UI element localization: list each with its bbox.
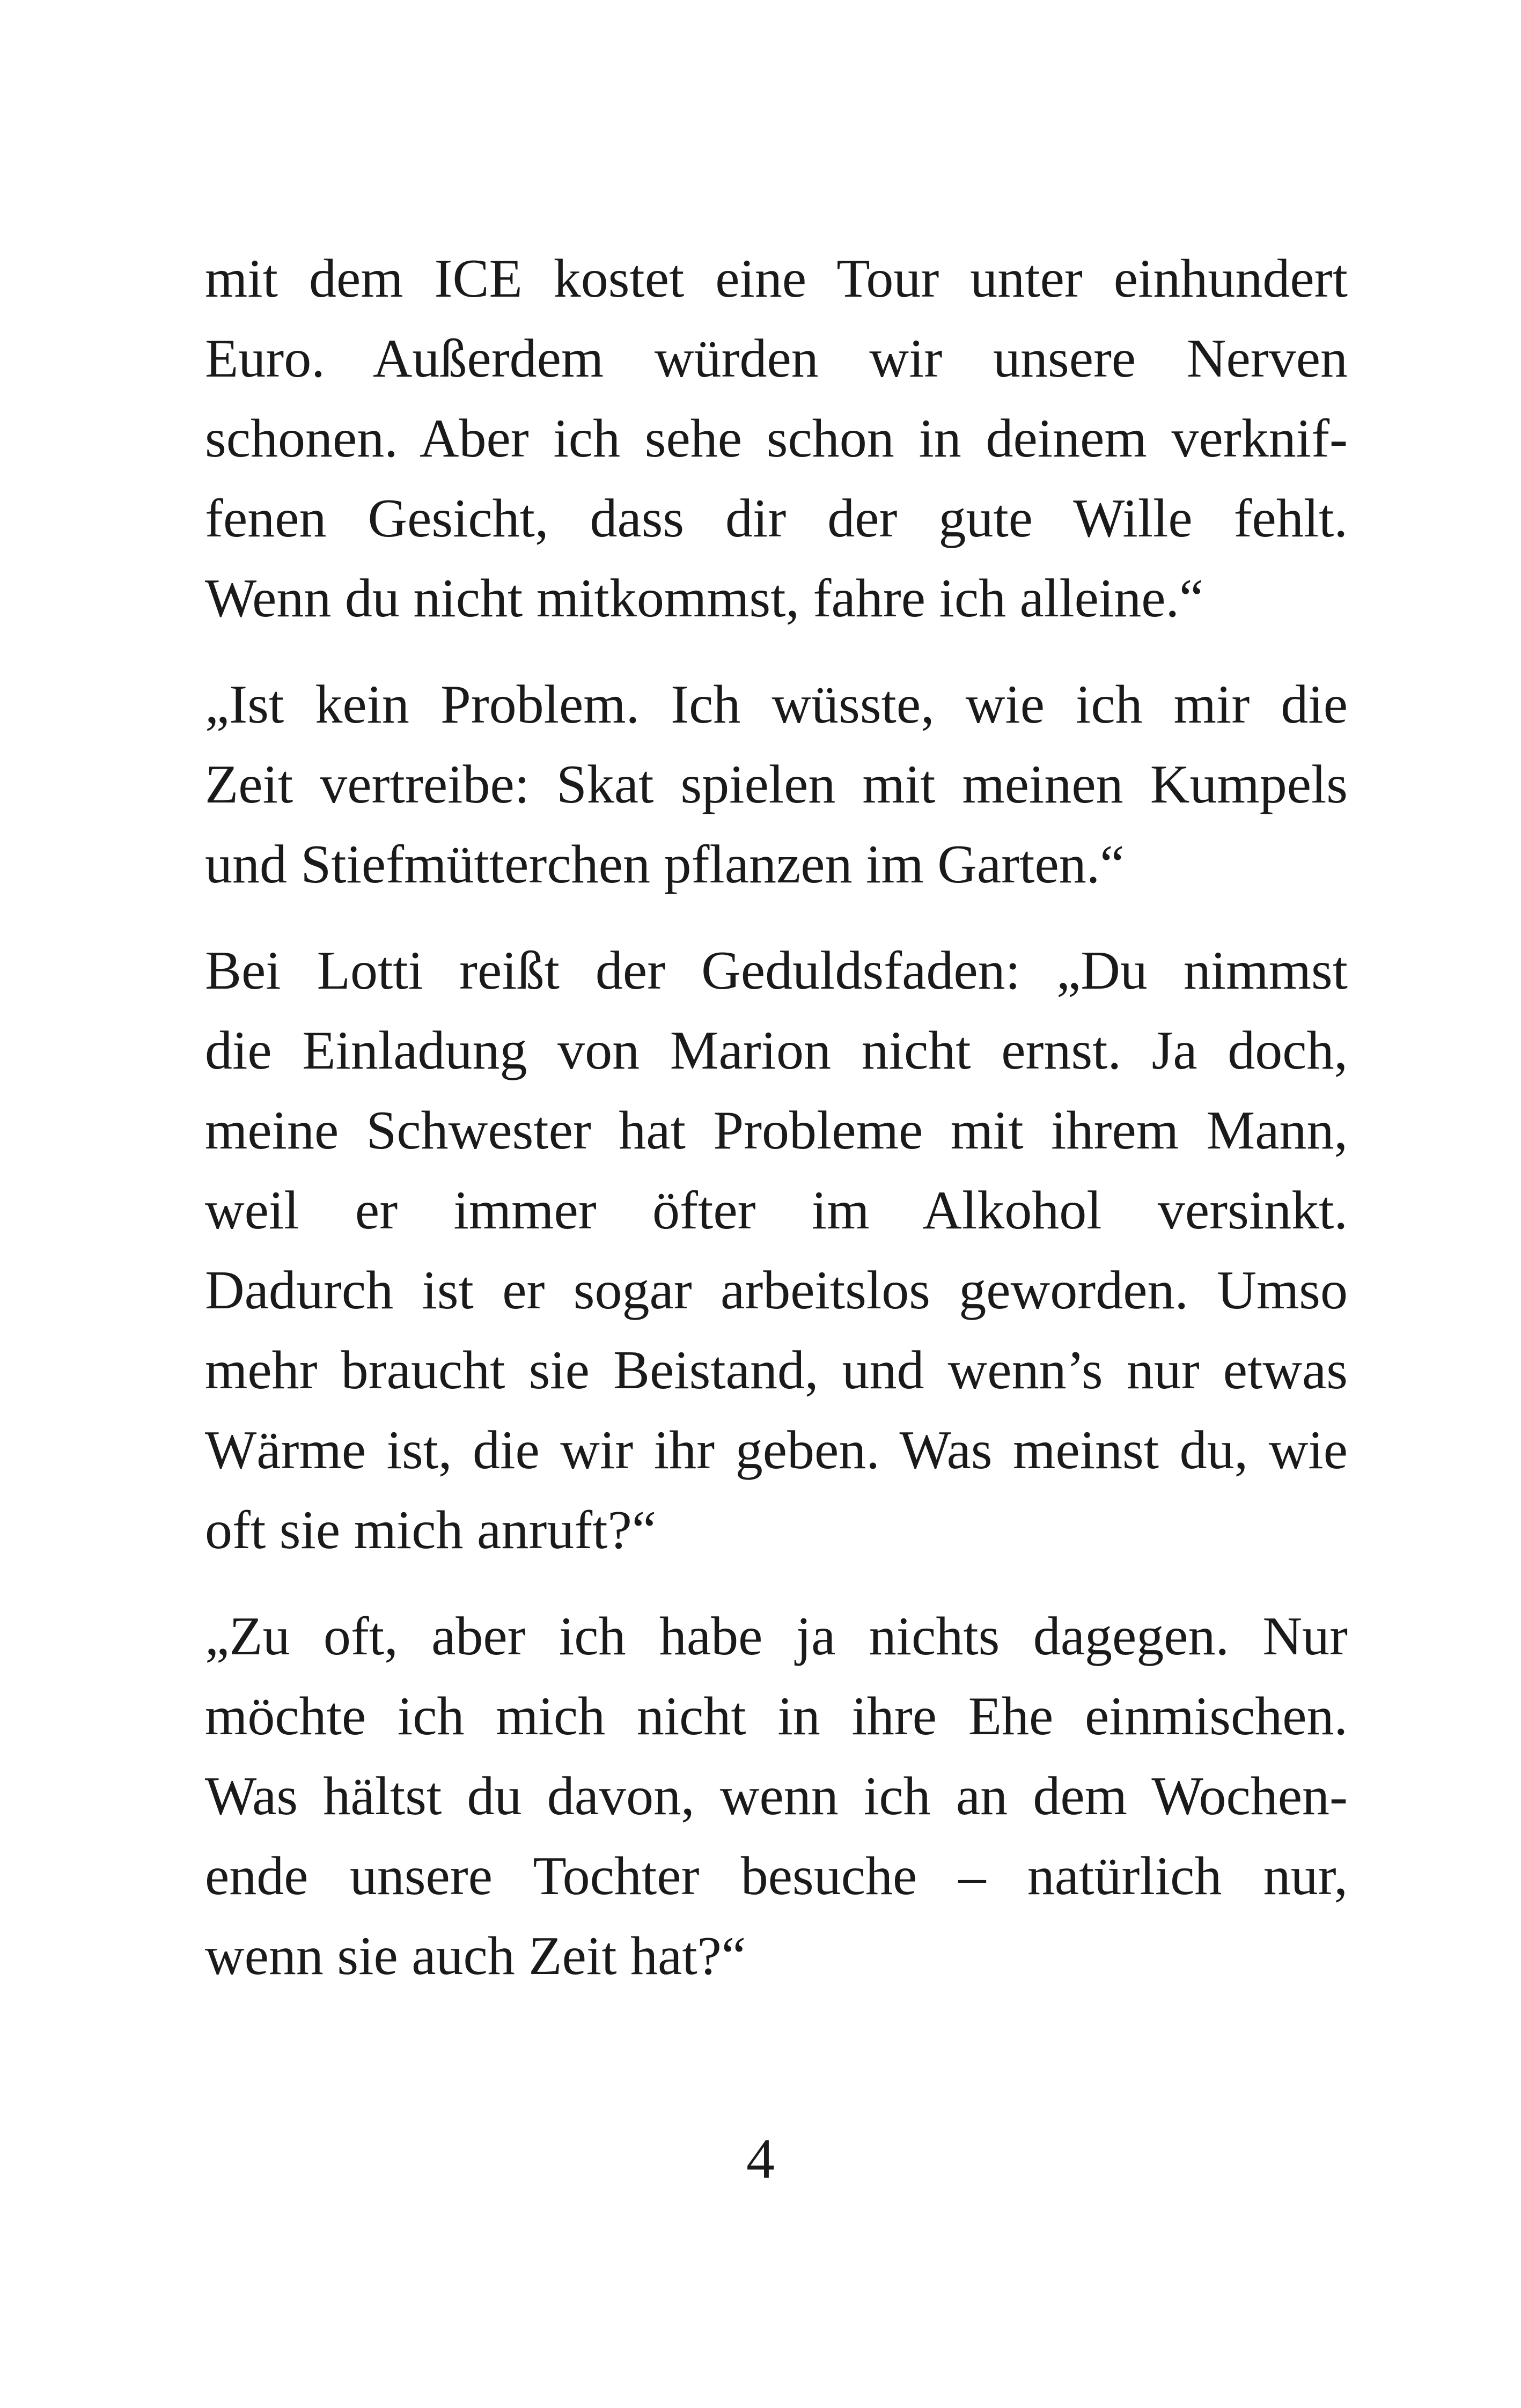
text-line: Was hältst du davon, wenn ich an dem Wochen- (205, 1766, 1348, 1827)
paragraph-3 (205, 931, 1348, 1570)
text-line: meine Schwester hat Probleme mit ihrem Mann, (205, 1100, 1348, 1161)
paragraph-2 (205, 665, 1348, 904)
paragraph-1 (205, 239, 1348, 638)
text-line: Euro. Außerdem würden wir unsere Nerven (205, 328, 1348, 389)
paragraph-4 (205, 1596, 1348, 1996)
body-text (205, 239, 1348, 2022)
text-line: Wenn du nicht mitkommst, fahre ich alleine.“ (205, 568, 1204, 629)
text-line: „Ist kein Problem. Ich wüsste, wie ich mir die (205, 674, 1348, 735)
text-line: fenen Gesicht, dass dir der gute Wille fehlt. (205, 488, 1348, 549)
text-line: oft sie mich anruft?“ (205, 1500, 657, 1560)
text-line: möchte ich mich nicht in ihre Ehe einmischen. (205, 1686, 1348, 1747)
text-line: die Einladung von Marion nicht ernst. Ja doch, (205, 1020, 1348, 1081)
text-line: schonen. Aber ich sehe schon in deinem verknif- (205, 408, 1348, 469)
page-number: 4 (746, 2127, 775, 2190)
text-line: und Stiefmütterchen pflanzen im Garten.“ (205, 834, 1125, 895)
text-line: Wärme ist, die wir ihr geben. Was meinst du, wie (205, 1420, 1348, 1481)
text-line: Zeit vertreibe: Skat spielen mit meinen Kumpels (205, 754, 1348, 815)
text-line: Bei Lotti reißt der Geduldsfaden: „Du nimmst (205, 940, 1348, 1001)
text-line: mehr braucht sie Beistand, und wenn’s nur etwas (205, 1340, 1348, 1401)
text-line: Dadurch ist er sogar arbeitslos geworden. Umso (205, 1260, 1348, 1321)
text-line: „Zu oft, aber ich habe ja nichts dagegen. Nur (205, 1606, 1348, 1667)
text-line: wenn sie auch Zeit hat?“ (205, 1926, 746, 1986)
text-line: mit dem ICE kostet eine Tour unter einhundert (205, 248, 1348, 309)
text-line: ende unsere Tochter besuche – natürlich nur, (205, 1846, 1348, 1906)
text-line: weil er immer öfter im Alkohol versinkt. (205, 1180, 1348, 1241)
